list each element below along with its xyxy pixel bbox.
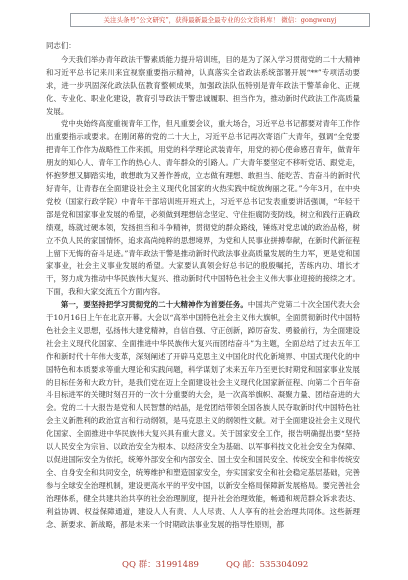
banner-header: 关注头条号“公文研究”，获得最新最全最专业的公文资料库！ 微信：gongwenyj — [70, 13, 370, 27]
section-one-body: 中国共产党第二十次全国代表大会于10月16日上午在北京开幕。大会以“高举中国特色社会主义伟大旗帜，全面贯彻新时代中国特色社会主义思想，弘扬伟大建党精神，自信自强、守正创新，踔厉奋发、勇毅前行，为全面建设社会主义现代化国家、全面推进中华民族伟大复兴而团结奋斗”为主题，全面总结了过去五年工作和新时代十年伟大变革，深刻阐述了开辟马克思主义中国化时代化新境界、中国式现代化的中国特色和本质要求等重大理论和实践问题，科学谋划了未来五年乃至更长时期党和国家事业发展的目标任务和大政方针，是我们党在迈上全面建设社会主义现代化国家新征程、向第二个百年奋斗目标进军的关键时刻召开的一次十分重要的大会，是一次高举旗帜、凝聚力量、团结奋进的大会。党的二十大报告是党和人民智慧的结晶，是党团结带领全国各族人民夺取新时代中国特色社会主义新胜利的政治宣言和行动纲领，是马克思主义的纲领性文献。对于全面建设社会主义现代化国家、全面推进中华民族伟大复兴具有重大意义。关于国家安全工作，报告明确提出要“坚持以人民安全为宗旨、以政治安全为根本、以经济安全为基础、以军事科技文化社会安全为保障、以促进国际安全为依托，统筹外部安全和内部安全、国土安全和国民安全、传统安全和非传统安全、自身安全和共同安全，统筹维护和塑造国家安全，夯实国家安全和社会稳定基层基础，完善参与全球安全治理机制，建设更高水平的平安中国，以新安全格局保障新发展格局。要完善社会治理体系，健全共建共治共享的社会治理制度，提升社会治理效能，畅通和规范群众诉求表达、利益协调、权益保障通道，建设人人有责、人人尽责、人人享有的社会治理共同体。这些新理念、新要求、新战略，都是未来一个时期政法事业发展的指导性原则，都 — [46, 300, 360, 529]
paragraph-youth-work: 党中央始终高度重视青年工作，但凡重要会议，重大场合，习近平总书记都要对青年工作作出重要指示或要求。在刚闭幕的党的二十大上，习近平总书记再次寄语广大青年，强调“全党要把青年工作作为战略性工作来抓，用党的科学理论武装青年，用党的初心使命感召青年，做青年朋友的知心人、青年工作的热心人、青年群众的引路人。广大青年要坚定不移听党话、跟党走，怀抱梦想又脚踏实地，敢想敢为又善作善成，立志做有理想、敢担当、能吃苦、肯奋斗的新时代好青年，让青春在全面建设社会主义现代化国家的火热实践中绽放绚丽之花。”今年3月，在中央党校（国家行政学院）中青年干部培训班开班式上，习近平总书记发表重要讲话强调，“年轻干部是党和国家事业发展的希望，必须做到理想信念坚定、守住拒腐防变防线，树立和践行正确政绩观，练就过硬本领，发扬担当和斗争精神，贯彻党的群众路线，锤炼对党忠诚的政治品格，树立不负人民的家国情怀，追求高尚纯粹的思想境界，为党和人民事业拼搏奉献，在新时代新征程上留下无悔的奋斗足迹。”青年政法干警是推动新时代政法事业高质量发展的生力军，更是党和国家事业，社会主义事业发展的希望。大家要认真领会好总书记的殷殷嘱托，苦练内功、增长才干，努力成为推动中华民族伟大复兴、推动新时代中国特色社会主义伟大事业迎接的接续之才。下面，我和大家交流五个方面内容。 — [46, 119, 360, 297]
salutation: 同志们： — [46, 41, 76, 50]
contact-footer — [60, 558, 360, 572]
paragraph-section-one — [46, 299, 360, 531]
document-body — [46, 40, 360, 552]
qq-mail-label: QQ 邮：535304092 — [226, 560, 309, 570]
section-one-heading: 第一，要坚持把学习贯彻党的二十大精神作为首要任务。 — [60, 300, 248, 310]
paragraph-intro: 今天我们举办青年政法干警素质能力提升培训班，目的是为了深入学习贯彻党的二十大精神和习近平总书记来川来宜视察重要指示精神，认真落实全省政法系统部署开展“**”专项活动要求，进一步巩固深化政法队伍教育整顿成果，加强政法队伍特别是青年政法干警革命化、正规化、专业化、职业化建设，教育引导政法干警忠诚履职、担当作为，推动新时代政法工作高质量发展。 — [46, 54, 360, 116]
qq-group-label: QQ 群：31991489 — [122, 560, 199, 570]
